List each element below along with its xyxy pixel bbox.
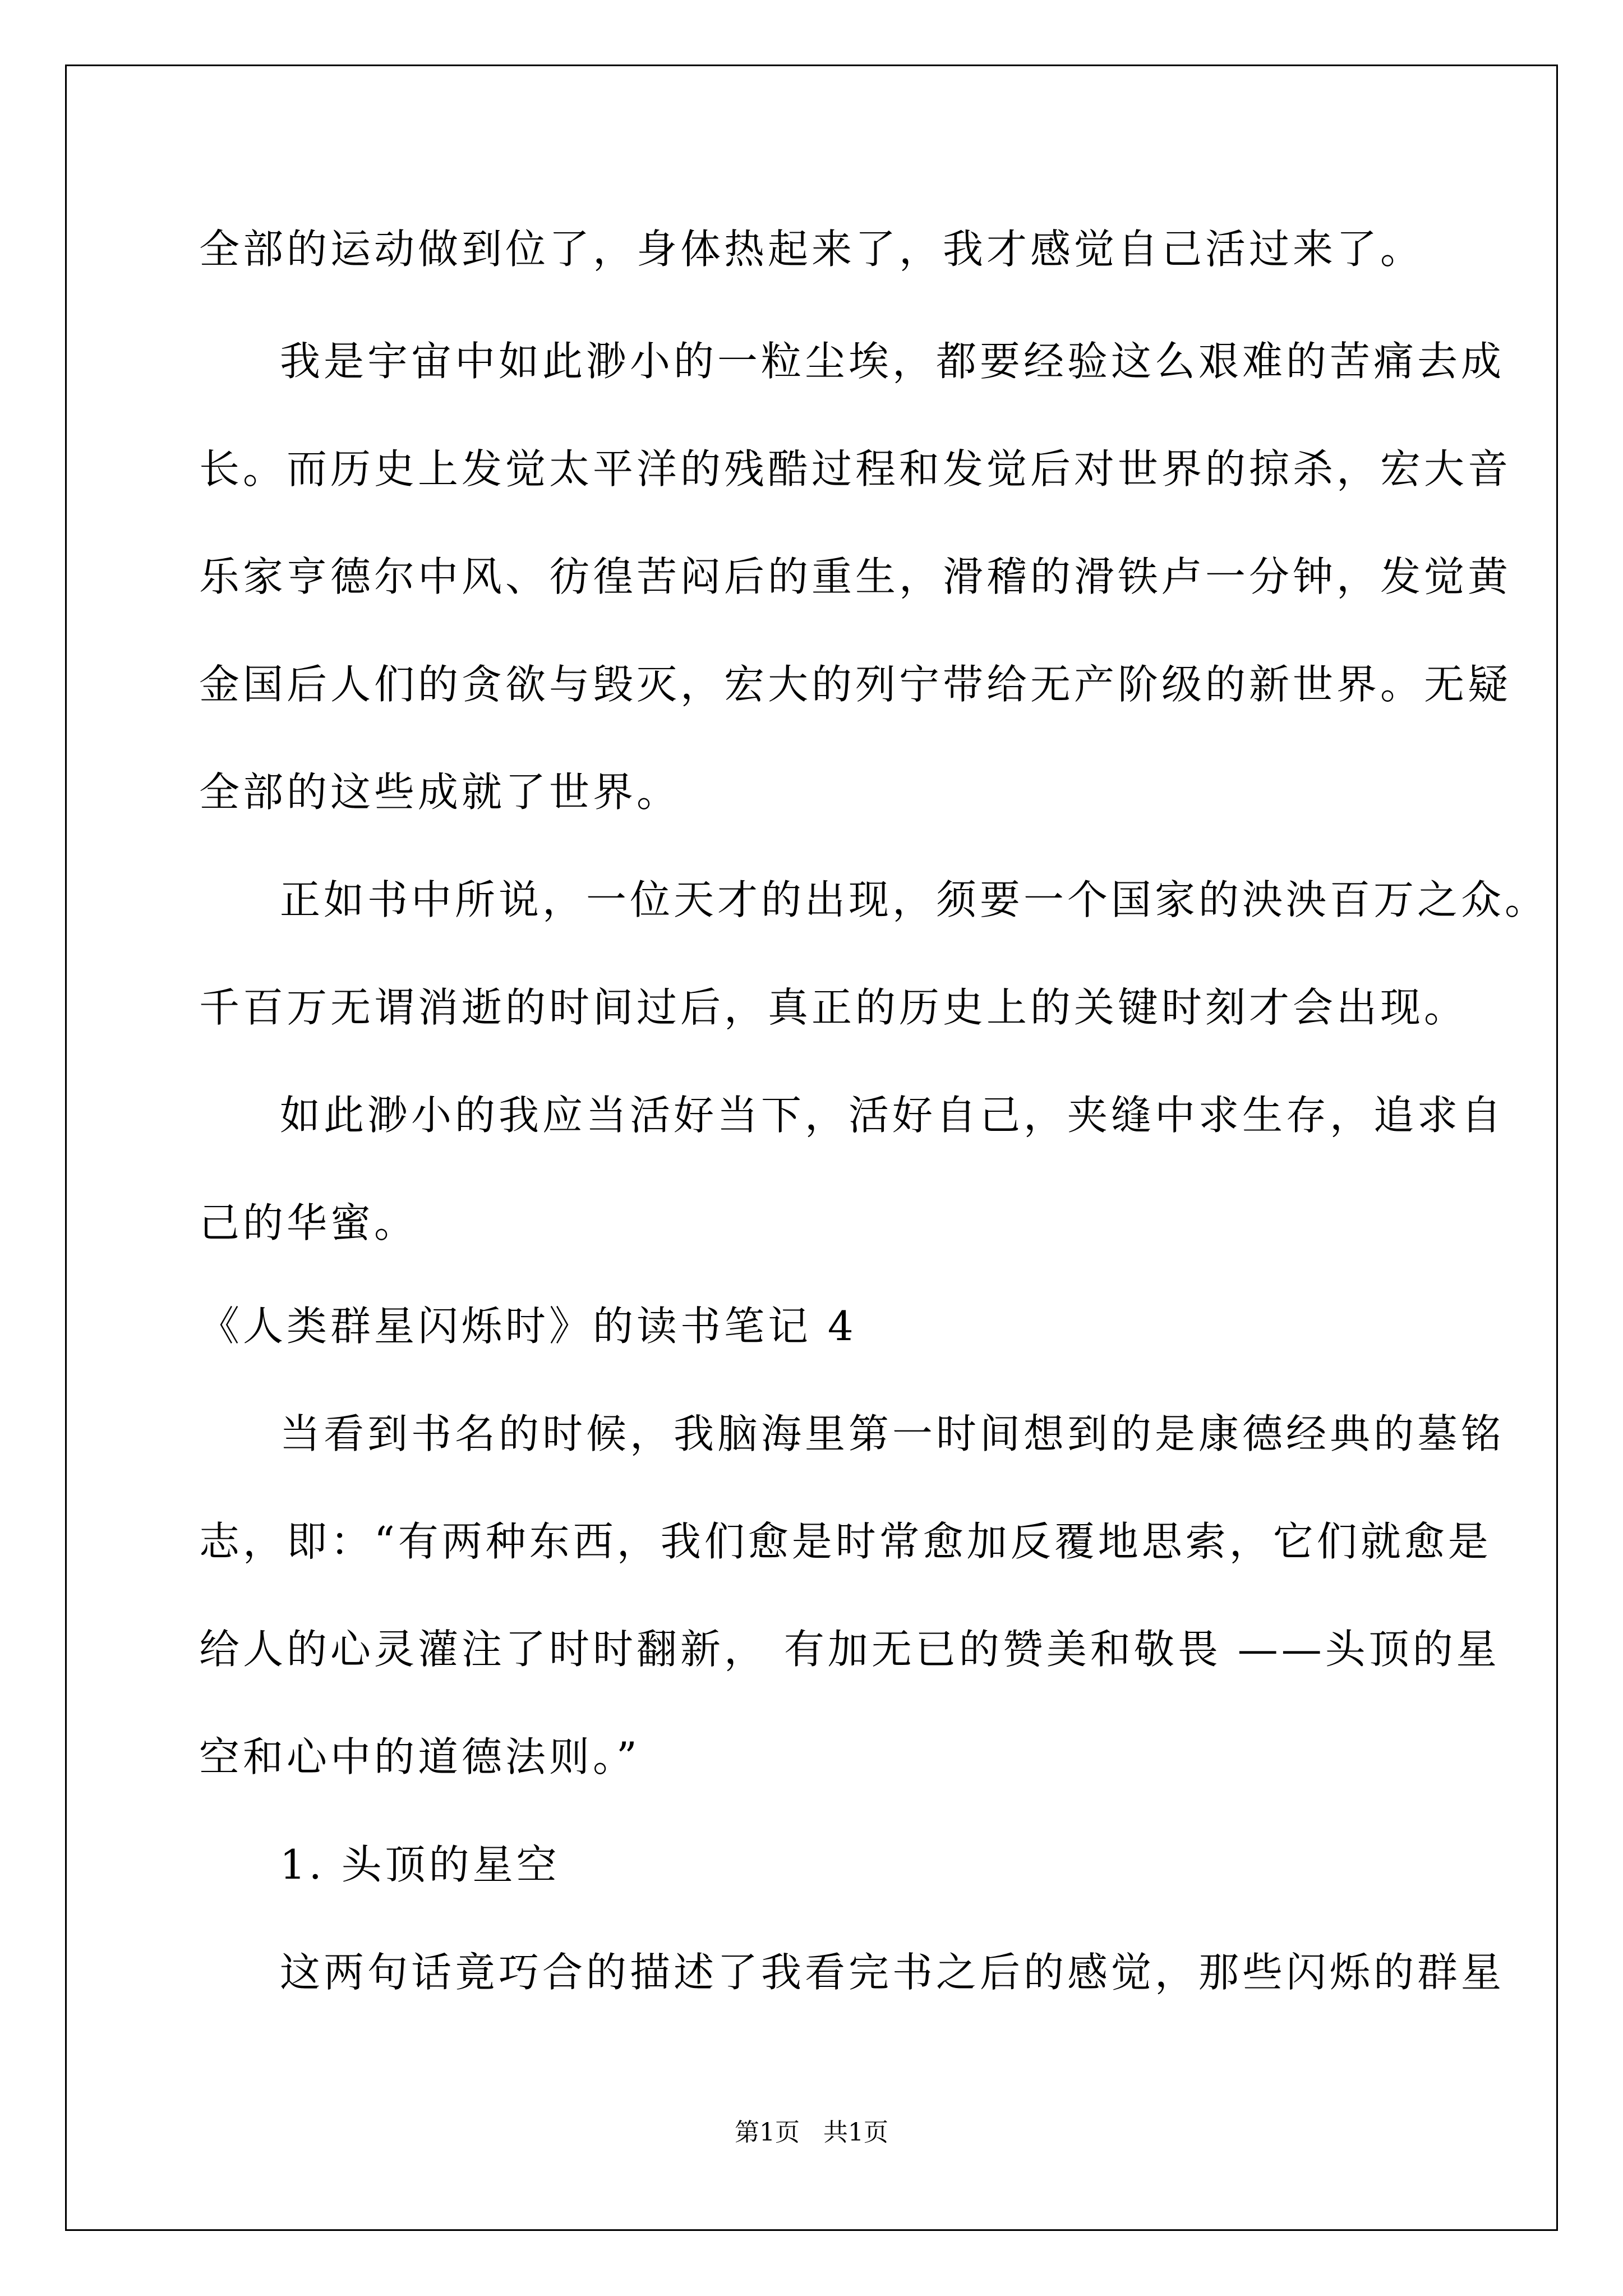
paragraph-line: 我是宇宙中如此渺小的一粒尘埃，都要经验这么艰难的苦痛去成 xyxy=(280,338,1505,385)
paragraph-line: 当看到书名的时候，我脑海里第一时间想到的是康德经典的墓铭 xyxy=(280,1410,1505,1457)
paragraph-line: 给人的心灵灌注了时时翻新， 有加无已的赞美和敬畏 ——头顶的星 xyxy=(199,1626,1500,1673)
section-heading: 《人类群星闪烁时》的读书笔记 4 xyxy=(199,1303,857,1350)
paragraph-line: 空和心中的道德法则。” xyxy=(199,1733,640,1780)
paragraph-line: 志，即：“有两种东西，我们愈是时常愈加反覆地思索，它们就愈是 xyxy=(199,1518,1492,1565)
paragraph-line: 千百万无谓消逝的时间过后，真正的历史上的关键时刻才会出现。 xyxy=(199,984,1468,1031)
paragraph-line: 全部的运动做到位了，身体热起来了，我才感觉自己活过来了。 xyxy=(199,226,1424,273)
paragraph-line: 这两句话竟巧合的描述了我看完书之后的感觉，那些闪烁的群星 xyxy=(280,1949,1505,1996)
paragraph-line: 金国后人们的贪欲与毁灭，宏大的列宁带给无产阶级的新世界。无疑 xyxy=(199,661,1512,708)
paragraph-line: 长。而历史上发觉太平洋的残酷过程和发觉后对世界的掠杀，宏大音 xyxy=(199,445,1512,493)
paragraph-line: 己的华蜜。 xyxy=(199,1199,418,1246)
paragraph-line: 乐家亨德尔中风、彷徨苦闷后的重生，滑稽的滑铁卢一分钟，发觉黄 xyxy=(199,553,1512,600)
subheading: 1. 头顶的星空 xyxy=(280,1841,560,1888)
paragraph-line: 全部的这些成就了世界。 xyxy=(199,769,681,816)
page-border xyxy=(65,65,1558,2231)
paragraph-line: 如此渺小的我应当活好当下，活好自己，夹缝中求生存，追求自 xyxy=(280,1092,1505,1139)
page-footer: 第1页 共1页 xyxy=(735,2118,888,2147)
paragraph-line: 正如书中所说，一位天才的出现，须要一个国家的泱泱百万之众。 xyxy=(280,876,1549,923)
